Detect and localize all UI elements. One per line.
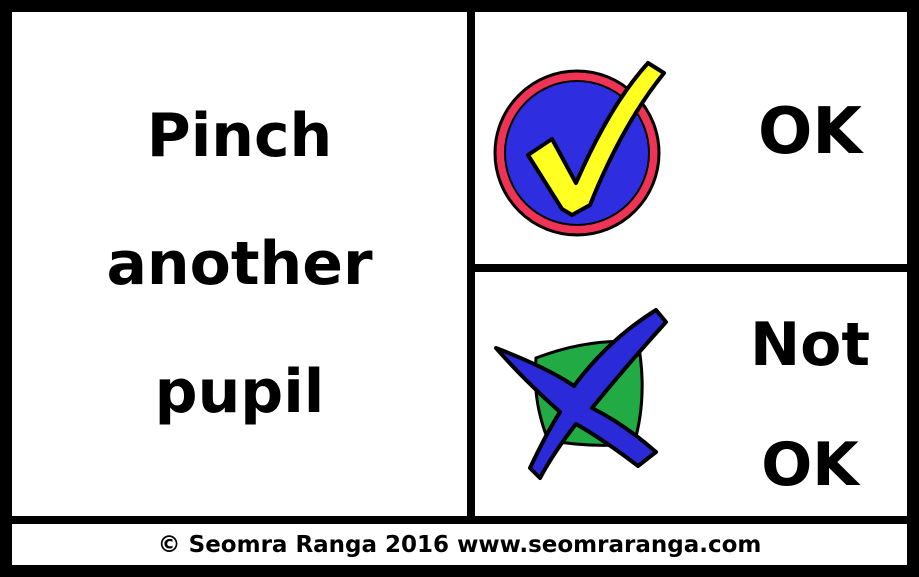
- not-ok-line-1: Not: [749, 310, 871, 380]
- behaviour-line-2: another: [106, 229, 373, 299]
- ok-label: OK: [758, 95, 862, 169]
- divider-vertical: [467, 12, 475, 520]
- cross-icon[interactable]: [488, 300, 678, 490]
- not-ok-label: [720, 285, 900, 525]
- divider-middle: [475, 264, 907, 272]
- not-ok-line-2: OK: [761, 430, 859, 500]
- behaviour-text: [12, 12, 467, 516]
- footer-copyright: © Seomra Ranga 2016 www.seomraranga.com: [157, 531, 762, 558]
- behaviour-line-3: pupil: [154, 357, 325, 427]
- check-icon[interactable]: [490, 55, 670, 240]
- behaviour-line-1: Pinch: [146, 101, 333, 171]
